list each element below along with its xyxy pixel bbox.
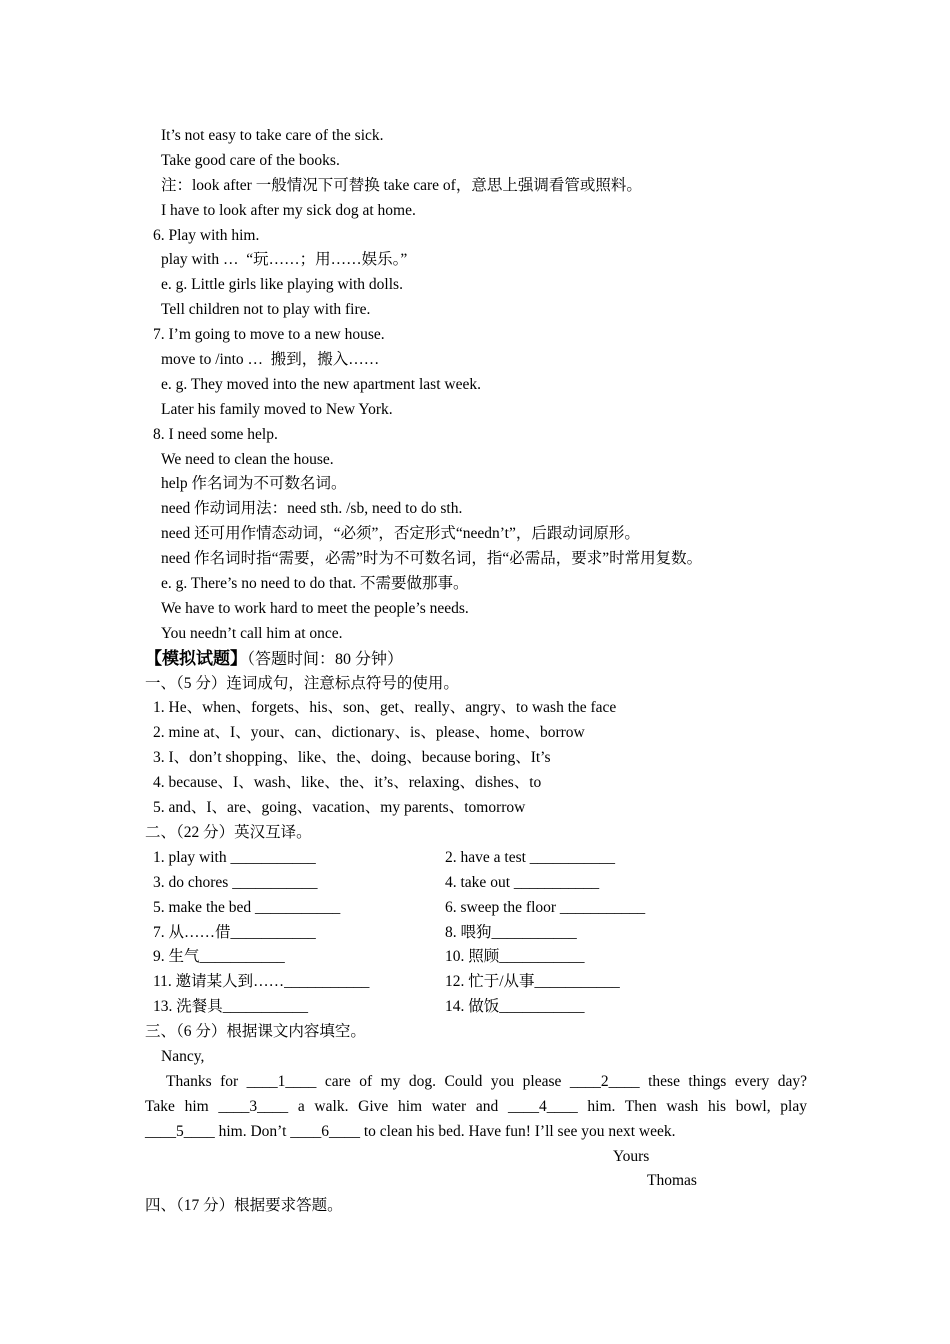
document-body <box>145 124 807 1219</box>
section-3-title: 三、（6 分）根据课文内容填空。 <box>145 1023 366 1041</box>
item-6-line: play with … “玩……；用……娱乐。” <box>161 251 408 269</box>
exam-heading <box>145 647 807 672</box>
letter-paragraph-line: Thanks for ____1____ care of my dog. Could you please ____2____ these things every day? <box>166 1072 807 1090</box>
item-8-line: help 作名词为不可数名词。 <box>161 475 347 493</box>
translation-item: 9. 生气___________ <box>153 948 285 966</box>
translation-row <box>145 921 807 946</box>
letter-paragraph-line: Take him ____3____ a walk. Give him water and ____4____ him. Then wash his bowl, play <box>145 1097 807 1115</box>
letter-greeting: Nancy, <box>161 1047 205 1065</box>
translation-item: 10. 照顾___________ <box>445 948 585 966</box>
translation-row <box>145 945 807 970</box>
item-6-title: 6. Play with him. <box>153 226 260 244</box>
section-4-title: 四、（17 分）根据要求答题。 <box>145 1197 343 1215</box>
exam-heading-hint: （答题时间：80 分钟） <box>247 650 404 668</box>
translation-row <box>145 896 807 921</box>
note-line: 注：look after 一般情况下可替换 take care of，意思上强调看管或照料。 <box>161 176 642 194</box>
translation-item: 11. 邀请某人到……___________ <box>153 973 370 991</box>
section-1-item: 5. and、I、are、going、vacation、my parents、tomorrow <box>153 799 526 817</box>
item-6-line: Tell children not to play with fire. <box>161 301 371 319</box>
translation-item: 1. play with ___________ <box>153 848 316 866</box>
translation-row <box>145 871 807 896</box>
translation-item: 13. 洗餐具___________ <box>153 998 309 1016</box>
item-8-line: e. g. There’s no need to do that. 不需要做那事。 <box>161 575 469 593</box>
section-2-title: 二、（22 分）英汉互译。 <box>145 823 312 841</box>
translation-row <box>145 995 807 1020</box>
section-1-item: 4. because、I、wash、like、the、it’s、relaxing、dishes、to <box>153 774 542 792</box>
section-1-item: 1. He、when、forgets、his、son、get、really、angry、to wash the face <box>153 699 617 717</box>
note-line: It’s not easy to take care of the sick. <box>161 127 384 144</box>
translation-row <box>145 846 807 871</box>
translation-item: 7. 从……借___________ <box>153 923 316 941</box>
item-8-line: We have to work hard to meet the people’s needs. <box>161 599 469 617</box>
item-8-title: 8. I need some help. <box>153 425 278 443</box>
translation-item: 12. 忙于/从事___________ <box>445 973 620 991</box>
item-6-line: e. g. Little girls like playing with dolls. <box>161 276 403 294</box>
translation-item: 2. have a test ___________ <box>445 848 616 866</box>
item-8-line: need 作名词时指“需要，必需”时为不可数名词，指“必需品，要求”时常用复数。 <box>161 550 703 568</box>
item-7-title: 7. I’m going to move to a new house. <box>153 326 385 344</box>
section-1-item: 2. mine at、I、your、can、dictionary、is、please、home、borrow <box>153 724 585 742</box>
translation-item: 4. take out ___________ <box>445 873 600 891</box>
letter-signature: Thomas <box>647 1172 697 1190</box>
item-7-line: Later his family moved to New York. <box>161 400 393 418</box>
exam-heading-title: 【模拟试题】 <box>145 648 247 668</box>
translation-item: 5. make the bed ___________ <box>153 898 341 916</box>
item-8-line: need 还可用作情态动词，“必须”，否定形式“needn’t”，后跟动词原形。 <box>161 525 640 543</box>
letter-closing: Yours <box>613 1147 650 1165</box>
note-line: I have to look after my sick dog at home. <box>161 201 416 219</box>
item-7-line: move to /into … 搬到，搬入…… <box>161 351 380 369</box>
section-1-item: 3. I、don’t shopping、like、the、doing、because boring、It’s <box>153 749 551 767</box>
translation-item: 3. do chores ___________ <box>153 873 318 891</box>
translation-row <box>145 970 807 995</box>
translation-item: 8. 喂狗___________ <box>445 923 577 941</box>
note-line: Take good care of the books. <box>161 151 340 169</box>
item-7-line: e. g. They moved into the new apartment last week. <box>161 375 481 393</box>
section-1-title: 一、（5 分）连词成句，注意标点符号的使用。 <box>145 674 459 692</box>
item-8-line: We need to clean the house. <box>161 450 334 468</box>
item-8-line: need 作动词用法：need sth. /sb, need to do sth. <box>161 500 463 518</box>
translation-item: 14. 做饭___________ <box>445 998 585 1016</box>
translation-item: 6. sweep the floor ___________ <box>445 898 646 916</box>
item-8-line: You needn’t call him at once. <box>161 624 343 642</box>
letter-paragraph-line: ____5____ him. Don’t ____6____ to clean his bed. Have fun! I’ll see you next week. <box>145 1122 676 1140</box>
